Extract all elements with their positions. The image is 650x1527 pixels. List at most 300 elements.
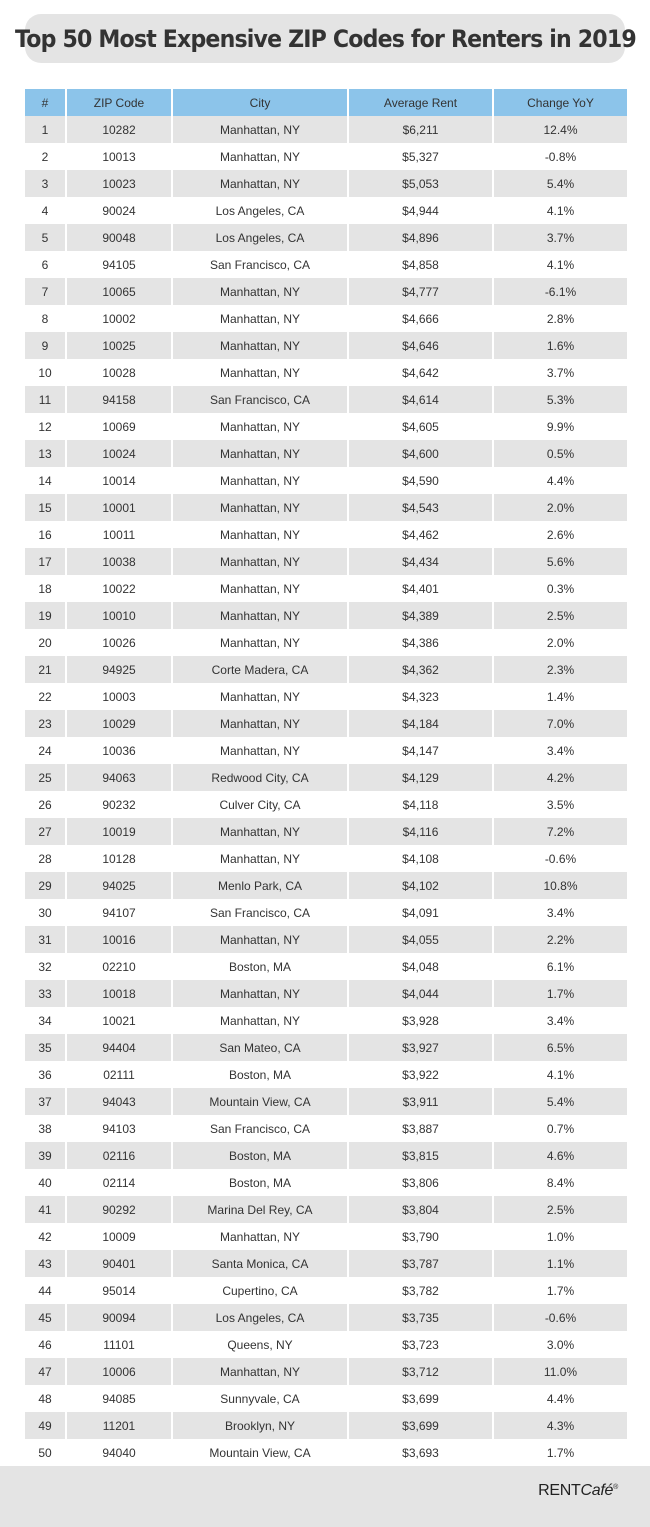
table-row — [25, 899, 627, 926]
table-row — [25, 278, 627, 305]
cell-change: 5.6% — [493, 548, 627, 575]
cell-zip: 10009 — [66, 1223, 172, 1250]
cell-city: Menlo Park, CA — [172, 872, 348, 899]
footer — [0, 1466, 650, 1527]
cell-change: 8.4% — [493, 1169, 627, 1196]
cell-rank: 43 — [25, 1250, 66, 1277]
cell-rent: $4,044 — [348, 980, 493, 1007]
cell-rank: 21 — [25, 656, 66, 683]
cell-city: Manhattan, NY — [172, 116, 348, 143]
cell-change: 2.6% — [493, 521, 627, 548]
cell-city: Santa Monica, CA — [172, 1250, 348, 1277]
cell-rent: $4,386 — [348, 629, 493, 656]
cell-city: Manhattan, NY — [172, 170, 348, 197]
cell-zip: 95014 — [66, 1277, 172, 1304]
cell-rank: 8 — [25, 305, 66, 332]
cell-rank: 37 — [25, 1088, 66, 1115]
table-row — [25, 1142, 627, 1169]
col-header-zip: ZIP Code — [66, 89, 172, 116]
cell-rent: $3,735 — [348, 1304, 493, 1331]
cell-rent: $3,712 — [348, 1358, 493, 1385]
cell-change: 2.2% — [493, 926, 627, 953]
cell-rank: 33 — [25, 980, 66, 1007]
cell-rank: 5 — [25, 224, 66, 251]
cell-rent: $5,327 — [348, 143, 493, 170]
cell-city: Los Angeles, CA — [172, 224, 348, 251]
cell-rent: $3,699 — [348, 1412, 493, 1439]
cell-rank: 40 — [25, 1169, 66, 1196]
cell-change: 12.4% — [493, 116, 627, 143]
cell-rank: 11 — [25, 386, 66, 413]
cell-rent: $3,790 — [348, 1223, 493, 1250]
cell-city: Manhattan, NY — [172, 278, 348, 305]
cell-zip: 90024 — [66, 197, 172, 224]
cell-zip: 94040 — [66, 1439, 172, 1466]
cell-change: 3.7% — [493, 224, 627, 251]
cell-rank: 47 — [25, 1358, 66, 1385]
cell-rent: $5,053 — [348, 170, 493, 197]
table-row — [25, 575, 627, 602]
table-row — [25, 494, 627, 521]
cell-change: 5.3% — [493, 386, 627, 413]
cell-zip: 94158 — [66, 386, 172, 413]
cell-zip: 02111 — [66, 1061, 172, 1088]
cell-change: 1.0% — [493, 1223, 627, 1250]
table-row — [25, 1223, 627, 1250]
cell-change: 7.2% — [493, 818, 627, 845]
cell-rank: 31 — [25, 926, 66, 953]
cell-rent: $3,699 — [348, 1385, 493, 1412]
cell-rent: $3,911 — [348, 1088, 493, 1115]
cell-city: Manhattan, NY — [172, 143, 348, 170]
cell-change: 2.3% — [493, 656, 627, 683]
cell-rent: $4,896 — [348, 224, 493, 251]
cell-rank: 32 — [25, 953, 66, 980]
cell-rank: 34 — [25, 1007, 66, 1034]
cell-rent: $4,108 — [348, 845, 493, 872]
cell-city: Los Angeles, CA — [172, 197, 348, 224]
table-row — [25, 224, 627, 251]
cell-zip: 10021 — [66, 1007, 172, 1034]
cell-change: 11.0% — [493, 1358, 627, 1385]
cell-rent: $4,646 — [348, 332, 493, 359]
table-row — [25, 1385, 627, 1412]
table-row — [25, 602, 627, 629]
cell-rent: $3,804 — [348, 1196, 493, 1223]
cell-rent: $4,116 — [348, 818, 493, 845]
cell-rank: 19 — [25, 602, 66, 629]
cell-rank: 22 — [25, 683, 66, 710]
title-banner — [14, 14, 636, 63]
table-row — [25, 791, 627, 818]
cell-rent: $3,815 — [348, 1142, 493, 1169]
cell-zip: 10029 — [66, 710, 172, 737]
cell-rank: 7 — [25, 278, 66, 305]
cell-zip: 10025 — [66, 332, 172, 359]
cell-change: 2.0% — [493, 629, 627, 656]
cell-zip: 10006 — [66, 1358, 172, 1385]
cell-rent: $4,102 — [348, 872, 493, 899]
cell-change: -0.6% — [493, 1304, 627, 1331]
cell-rank: 1 — [25, 116, 66, 143]
cell-zip: 90232 — [66, 791, 172, 818]
cell-rank: 30 — [25, 899, 66, 926]
cell-rent: $3,787 — [348, 1250, 493, 1277]
cell-rank: 9 — [25, 332, 66, 359]
cell-zip: 90292 — [66, 1196, 172, 1223]
cell-rank: 41 — [25, 1196, 66, 1223]
cell-change: -0.6% — [493, 845, 627, 872]
table-row — [25, 521, 627, 548]
cell-zip: 10022 — [66, 575, 172, 602]
col-header-city: City — [172, 89, 348, 116]
cell-rank: 12 — [25, 413, 66, 440]
cell-rank: 24 — [25, 737, 66, 764]
cell-rank: 26 — [25, 791, 66, 818]
cell-rent: $6,211 — [348, 116, 493, 143]
cell-rent: $4,777 — [348, 278, 493, 305]
cell-rent: $4,055 — [348, 926, 493, 953]
table-row — [25, 926, 627, 953]
table-row — [25, 548, 627, 575]
cell-rank: 17 — [25, 548, 66, 575]
cell-rank: 42 — [25, 1223, 66, 1250]
cell-city: Manhattan, NY — [172, 359, 348, 386]
table-row — [25, 359, 627, 386]
table-row — [25, 1007, 627, 1034]
cell-rank: 4 — [25, 197, 66, 224]
cell-city: Manhattan, NY — [172, 305, 348, 332]
table-row — [25, 1115, 627, 1142]
cell-rent: $4,048 — [348, 953, 493, 980]
cell-zip: 10036 — [66, 737, 172, 764]
cell-rent: $4,401 — [348, 575, 493, 602]
cell-change: 3.5% — [493, 791, 627, 818]
cell-change: 3.0% — [493, 1331, 627, 1358]
cell-change: 3.4% — [493, 899, 627, 926]
cell-rank: 3 — [25, 170, 66, 197]
cell-zip: 11201 — [66, 1412, 172, 1439]
cell-rent: $4,362 — [348, 656, 493, 683]
cell-zip: 02210 — [66, 953, 172, 980]
cell-rank: 25 — [25, 764, 66, 791]
cell-rent: $4,590 — [348, 467, 493, 494]
table-row — [25, 872, 627, 899]
cell-zip: 10024 — [66, 440, 172, 467]
cell-zip: 10282 — [66, 116, 172, 143]
cell-change: 2.5% — [493, 1196, 627, 1223]
table-row — [25, 953, 627, 980]
cell-city: Queens, NY — [172, 1331, 348, 1358]
table-row — [25, 683, 627, 710]
cell-rank: 23 — [25, 710, 66, 737]
cell-city: Brooklyn, NY — [172, 1412, 348, 1439]
cell-rank: 39 — [25, 1142, 66, 1169]
table-row — [25, 710, 627, 737]
cell-rank: 46 — [25, 1331, 66, 1358]
cell-zip: 10011 — [66, 521, 172, 548]
rentcafe-logo — [538, 1482, 618, 1500]
col-header-rank: # — [25, 89, 66, 116]
table-row — [25, 332, 627, 359]
table-row — [25, 440, 627, 467]
cell-rent: $4,600 — [348, 440, 493, 467]
cell-change: 2.5% — [493, 602, 627, 629]
cell-city: San Francisco, CA — [172, 899, 348, 926]
cell-change: 5.4% — [493, 170, 627, 197]
cell-change: 5.4% — [493, 1088, 627, 1115]
cell-change: 1.7% — [493, 980, 627, 1007]
cell-rent: $3,922 — [348, 1061, 493, 1088]
cell-zip: 10002 — [66, 305, 172, 332]
cell-zip: 10069 — [66, 413, 172, 440]
cell-zip: 90401 — [66, 1250, 172, 1277]
cell-change: 9.9% — [493, 413, 627, 440]
table-row — [25, 170, 627, 197]
cell-change: 3.4% — [493, 737, 627, 764]
cell-city: Manhattan, NY — [172, 1223, 348, 1250]
table-row — [25, 764, 627, 791]
cell-city: Manhattan, NY — [172, 602, 348, 629]
cell-city: Manhattan, NY — [172, 926, 348, 953]
cell-zip: 10023 — [66, 170, 172, 197]
cell-rent: $4,323 — [348, 683, 493, 710]
cell-zip: 02116 — [66, 1142, 172, 1169]
table-row — [25, 1196, 627, 1223]
cell-city: Manhattan, NY — [172, 494, 348, 521]
table-row — [25, 1088, 627, 1115]
cell-zip: 94925 — [66, 656, 172, 683]
table-row — [25, 1331, 627, 1358]
cell-city: Manhattan, NY — [172, 521, 348, 548]
cell-rent: $4,858 — [348, 251, 493, 278]
table-row — [25, 1358, 627, 1385]
cell-city: Manhattan, NY — [172, 575, 348, 602]
cell-city: Manhattan, NY — [172, 548, 348, 575]
cell-rank: 50 — [25, 1439, 66, 1466]
cell-rank: 27 — [25, 818, 66, 845]
cell-change: 1.1% — [493, 1250, 627, 1277]
cell-rent: $4,642 — [348, 359, 493, 386]
cell-zip: 10065 — [66, 278, 172, 305]
cell-change: 4.3% — [493, 1412, 627, 1439]
cell-city: Manhattan, NY — [172, 737, 348, 764]
cell-rent: $3,693 — [348, 1439, 493, 1466]
cell-city: Boston, MA — [172, 1061, 348, 1088]
table-row — [25, 386, 627, 413]
cell-zip: 10001 — [66, 494, 172, 521]
cell-rent: $4,129 — [348, 764, 493, 791]
cell-change: 4.4% — [493, 1385, 627, 1412]
cell-city: Culver City, CA — [172, 791, 348, 818]
cell-zip: 10038 — [66, 548, 172, 575]
table-row — [25, 143, 627, 170]
cell-rent: $3,806 — [348, 1169, 493, 1196]
cell-rent: $4,147 — [348, 737, 493, 764]
table-row — [25, 737, 627, 764]
cell-change: 4.2% — [493, 764, 627, 791]
cell-city: Manhattan, NY — [172, 629, 348, 656]
cell-city: Mountain View, CA — [172, 1439, 348, 1466]
cell-city: Mountain View, CA — [172, 1088, 348, 1115]
cell-rent: $4,434 — [348, 548, 493, 575]
cell-zip: 10003 — [66, 683, 172, 710]
cell-city: Cupertino, CA — [172, 1277, 348, 1304]
cell-city: San Francisco, CA — [172, 251, 348, 278]
cell-rank: 13 — [25, 440, 66, 467]
cell-rent: $4,389 — [348, 602, 493, 629]
cell-zip: 94107 — [66, 899, 172, 926]
table-row — [25, 1061, 627, 1088]
table-row — [25, 1169, 627, 1196]
cell-zip: 94404 — [66, 1034, 172, 1061]
cell-rank: 15 — [25, 494, 66, 521]
cell-rent: $4,118 — [348, 791, 493, 818]
cell-city: Boston, MA — [172, 1142, 348, 1169]
cell-rent: $3,723 — [348, 1331, 493, 1358]
cell-rank: 18 — [25, 575, 66, 602]
cell-change: 10.8% — [493, 872, 627, 899]
table-row — [25, 197, 627, 224]
cell-zip: 10026 — [66, 629, 172, 656]
cell-zip: 11101 — [66, 1331, 172, 1358]
table-row — [25, 1277, 627, 1304]
table-row — [25, 1250, 627, 1277]
cell-zip: 10019 — [66, 818, 172, 845]
cell-rent: $3,927 — [348, 1034, 493, 1061]
table-row — [25, 467, 627, 494]
cell-rent: $4,543 — [348, 494, 493, 521]
cell-rank: 45 — [25, 1304, 66, 1331]
cell-rank: 6 — [25, 251, 66, 278]
cell-zip: 10016 — [66, 926, 172, 953]
cell-city: Manhattan, NY — [172, 845, 348, 872]
logo-text-italic: Café — [580, 1482, 614, 1499]
cell-city: Redwood City, CA — [172, 764, 348, 791]
cell-zip: 94085 — [66, 1385, 172, 1412]
cell-rank: 2 — [25, 143, 66, 170]
cell-zip: 94063 — [66, 764, 172, 791]
cell-city: Marina Del Rey, CA — [172, 1196, 348, 1223]
cell-zip: 02114 — [66, 1169, 172, 1196]
table-row — [25, 629, 627, 656]
cell-change: 4.1% — [493, 251, 627, 278]
cell-change: 4.4% — [493, 467, 627, 494]
table-row — [25, 656, 627, 683]
cell-change: 4.1% — [493, 1061, 627, 1088]
cell-rent: $4,614 — [348, 386, 493, 413]
cell-zip: 94105 — [66, 251, 172, 278]
cell-rank: 10 — [25, 359, 66, 386]
cell-rank: 16 — [25, 521, 66, 548]
cell-zip: 10013 — [66, 143, 172, 170]
cell-change: 7.0% — [493, 710, 627, 737]
cell-rank: 44 — [25, 1277, 66, 1304]
cell-rent: $3,887 — [348, 1115, 493, 1142]
table-row — [25, 1304, 627, 1331]
cell-change: 6.5% — [493, 1034, 627, 1061]
cell-change: 1.4% — [493, 683, 627, 710]
cell-rank: 49 — [25, 1412, 66, 1439]
cell-zip: 10010 — [66, 602, 172, 629]
table-row — [25, 980, 627, 1007]
cell-zip: 94103 — [66, 1115, 172, 1142]
table-row — [25, 845, 627, 872]
cell-change: 0.5% — [493, 440, 627, 467]
cell-zip: 10014 — [66, 467, 172, 494]
cell-city: Corte Madera, CA — [172, 656, 348, 683]
cell-rank: 36 — [25, 1061, 66, 1088]
cell-rank: 20 — [25, 629, 66, 656]
table-row — [25, 116, 627, 143]
logo-text: RENT — [538, 1482, 581, 1499]
cell-city: Los Angeles, CA — [172, 1304, 348, 1331]
table-row — [25, 1439, 627, 1466]
cell-rent: $4,184 — [348, 710, 493, 737]
cell-zip: 10018 — [66, 980, 172, 1007]
cell-city: Sunnyvale, CA — [172, 1385, 348, 1412]
col-header-rent: Average Rent — [348, 89, 493, 116]
table-row — [25, 413, 627, 440]
cell-city: Manhattan, NY — [172, 440, 348, 467]
cell-city: Boston, MA — [172, 953, 348, 980]
registered-mark: ® — [613, 1484, 618, 1491]
cell-city: Manhattan, NY — [172, 980, 348, 1007]
cell-city: Manhattan, NY — [172, 818, 348, 845]
cell-rank: 48 — [25, 1385, 66, 1412]
cell-rank: 35 — [25, 1034, 66, 1061]
cell-zip: 90048 — [66, 224, 172, 251]
cell-city: Boston, MA — [172, 1169, 348, 1196]
cell-change: 3.7% — [493, 359, 627, 386]
cell-change: 4.1% — [493, 197, 627, 224]
cell-rent: $3,928 — [348, 1007, 493, 1034]
table-row — [25, 1034, 627, 1061]
rent-table — [25, 89, 627, 1466]
cell-change: 2.0% — [493, 494, 627, 521]
cell-change: -6.1% — [493, 278, 627, 305]
table-body — [25, 116, 627, 1466]
cell-rent: $4,091 — [348, 899, 493, 926]
cell-zip: 94043 — [66, 1088, 172, 1115]
cell-rent: $4,605 — [348, 413, 493, 440]
cell-city: Manhattan, NY — [172, 710, 348, 737]
cell-city: Manhattan, NY — [172, 1007, 348, 1034]
cell-rent: $4,944 — [348, 197, 493, 224]
cell-change: 0.7% — [493, 1115, 627, 1142]
cell-change: 1.7% — [493, 1277, 627, 1304]
cell-zip: 94025 — [66, 872, 172, 899]
table-row — [25, 1412, 627, 1439]
cell-city: Manhattan, NY — [172, 683, 348, 710]
table-row — [25, 305, 627, 332]
page-title: Top 50 Most Expensive ZIP Codes for Renters in 2019 — [14, 24, 636, 53]
cell-change: 2.8% — [493, 305, 627, 332]
cell-city: San Mateo, CA — [172, 1034, 348, 1061]
cell-change: -0.8% — [493, 143, 627, 170]
cell-rank: 14 — [25, 467, 66, 494]
cell-change: 1.7% — [493, 1439, 627, 1466]
cell-change: 6.1% — [493, 953, 627, 980]
cell-zip: 10128 — [66, 845, 172, 872]
cell-rank: 29 — [25, 872, 66, 899]
cell-city: San Francisco, CA — [172, 386, 348, 413]
cell-rent: $4,666 — [348, 305, 493, 332]
cell-city: San Francisco, CA — [172, 1115, 348, 1142]
cell-change: 3.4% — [493, 1007, 627, 1034]
cell-rank: 38 — [25, 1115, 66, 1142]
cell-change: 1.6% — [493, 332, 627, 359]
